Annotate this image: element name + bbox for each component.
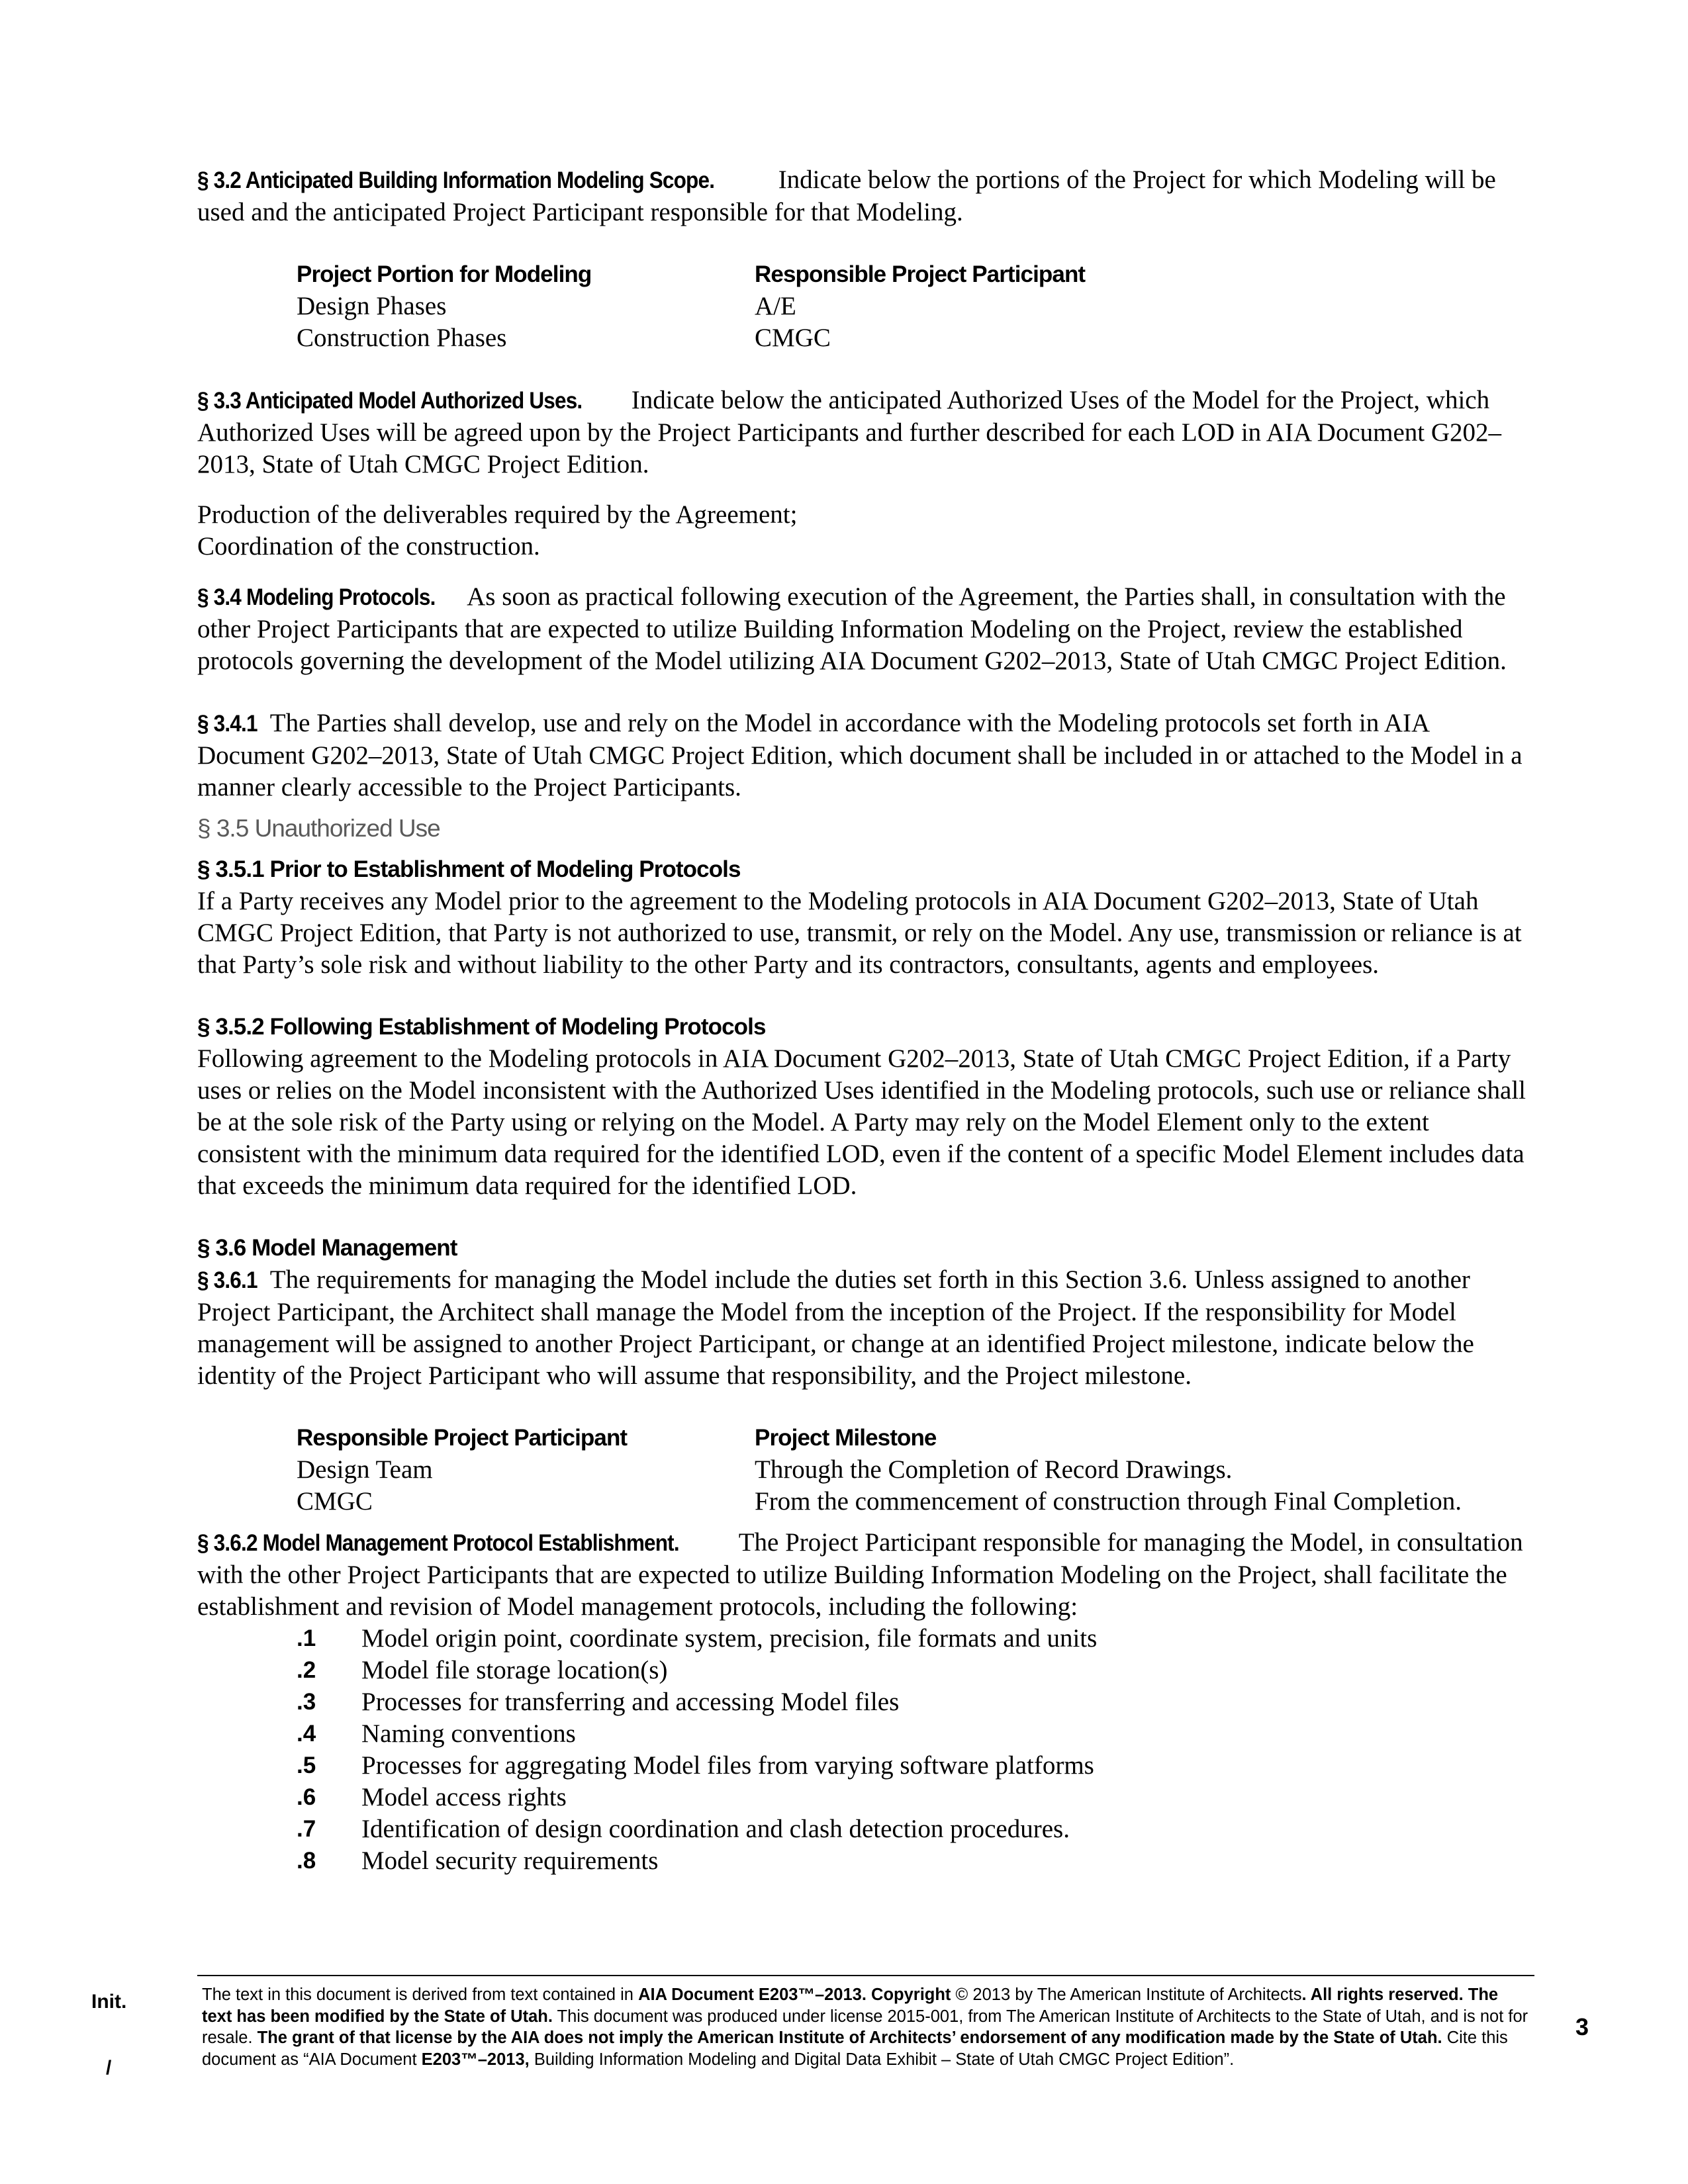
footer-notice (202, 1984, 1532, 2070)
table-cell: Through the Completion of Record Drawings. (755, 1455, 1233, 1484)
initials-slash: / (106, 2057, 112, 2079)
section-3-5-2-text: Following agreement to the Modeling protocols in AIA Document G202–2013, State of Utah CMGC Project Edition, if a Party uses or relies on the Model inconsistent with the Authorized Uses identified in the Modeling protocols, such use or reliance shall be at the sole risk of the Party using or relying on the Model. A Party may rely on the Model Element only to the extent consistent with the minimum data required for the identified LOD, even if the content of a specific Model Element includes data that exceeds the minimum data required for the identified LOD. (197, 1044, 1526, 1200)
authorized-use-item: Production of the deliverables required by the Agreement; (197, 500, 798, 529)
list-item (297, 1686, 1528, 1718)
table-header-cell: Project Portion for Modeling (297, 261, 592, 287)
footer-divider (197, 1975, 1534, 1976)
section-3-3-text: Indicate below the anticipated Authorized Uses of the Model for the Project, which Authorized Uses will be agreed upon by the Project Participants and further described for each LOD in AIA Document G202–2013, State of Utah CMGC Project Edition. (197, 386, 1502, 478)
list-item-text: Model origin point, coordinate system, precision, file formats and units (361, 1624, 1098, 1653)
list-item-number: .2 (297, 1657, 316, 1683)
section-3-3 (197, 385, 1528, 480)
section-3-4-1 (197, 707, 1528, 803)
table-cell: CMGC (297, 1487, 373, 1516)
section-3-5-1-heading: § 3.5.1 Prior to Establishment of Modeling Protocols (197, 856, 741, 882)
table-row (297, 291, 1528, 322)
list-item (297, 1750, 1528, 1782)
table-header-row (297, 259, 1528, 291)
table-cell: A/E (755, 292, 796, 320)
footer-bold-text: E203™–2013, (421, 2050, 530, 2069)
list-item (297, 1845, 1528, 1877)
section-3-4-1-text: The Parties shall develop, use and rely on the Model in accordance with the Modeling protocols set forth in AIA Document G202–2013, State of Utah CMGC Project Edition, which document shall be included in or attached to the Model in a manner clearly accessible to the Project Participants. (197, 709, 1523, 801)
section-3-4-text: As soon as practical following execution of the Agreement, the Parties shall, in consultation with the other Project Participants that are expected to utilize Building Information Modeling on the Project, review the established protocols governing the development of the Model utilizing AIA Document G202–2013, State of Utah CMGC Project Edition. (197, 582, 1507, 675)
list-item-text: Model access rights (361, 1783, 567, 1811)
list-item-number: .1 (297, 1625, 316, 1651)
footer-text: The text in this document is derived from text contained in (202, 1985, 639, 2004)
protocol-list (297, 1623, 1528, 1877)
table-row (297, 322, 1528, 354)
initials-label: Init. (91, 1991, 127, 2013)
page-number: 3 (1575, 2013, 1589, 2040)
section-3-6-2 (197, 1527, 1528, 1623)
footer-bold-text: . All rights reserved. The text has been modified by the State of Utah. (202, 1985, 1499, 2026)
table-cell: Design Phases (297, 292, 447, 320)
section-3-4 (197, 581, 1528, 677)
section-3-6-1-text: The requirements for managing the Model include the duties set forth in this Section 3.6. Unless assigned to another Project Participant, the Architect shall manage the Model from the inception of the Project. If the responsibility for Model management will be assigned to another Project Participant, or change at an identified Project milestone, indicate below the identity of the Project Participant who will assume that responsibility, and the Project milestone. (197, 1265, 1474, 1390)
list-item (297, 1718, 1528, 1750)
list-item (297, 1813, 1528, 1845)
section-3-5-heading: § 3.5 Unauthorized Use (197, 815, 440, 842)
section-3-3-heading: § 3.3 Anticipated Model Authorized Uses. (197, 388, 583, 414)
table-header-cell: Responsible Project Participant (755, 261, 1086, 287)
section-3-6-heading: § 3.6 Model Management (197, 1235, 457, 1261)
list-item-number: .7 (297, 1816, 316, 1842)
list-item-text: Naming conventions (361, 1719, 576, 1748)
table-cell: Construction Phases (297, 324, 507, 352)
list-item-number: .4 (297, 1721, 316, 1747)
footer-text: This document was produced under license 2015-001, from The American Institute of Architects to the State of Utah, and is not for resale. (202, 2007, 1528, 2047)
list-item (297, 1623, 1528, 1655)
list-item-text: Processes for aggregating Model files from varying software platforms (361, 1751, 1094, 1780)
section-3-2-text: Indicate below the portions of the Project for which Modeling will be used and the anticipated Project Participant responsible for that Modeling. (197, 165, 1496, 226)
table-header-row (297, 1422, 1528, 1454)
list-item-text: Processes for transferring and accessing Model files (361, 1688, 900, 1716)
table-cell: Design Team (297, 1455, 433, 1484)
list-item-number: .6 (297, 1784, 316, 1810)
table-cell: CMGC (755, 324, 831, 352)
footer-text: Cite this document as “AIA Document (202, 2028, 1508, 2069)
table-cell: From the commencement of construction through Final Completion. (755, 1487, 1462, 1516)
table-header-cell: Responsible Project Participant (297, 1425, 628, 1451)
list-item-number: .5 (297, 1752, 316, 1778)
footer-text: © 2013 by The American Institute of Architects (951, 1985, 1302, 2004)
list-item-number: .3 (297, 1689, 316, 1715)
table-row (297, 1454, 1528, 1486)
footer-bold-text: The grant of that license by the AIA does not imply the American Institute of Architects’ endorsement of any modification made by the State of Utah. (257, 2028, 1442, 2047)
table-header-cell: Project Milestone (755, 1425, 937, 1451)
list-item-number: .8 (297, 1848, 316, 1874)
list-item-text: Model file storage location(s) (361, 1656, 668, 1684)
table-row (297, 1486, 1528, 1518)
model-management-table (297, 1422, 1528, 1518)
section-3-5-2-heading: § 3.5.2 Following Establishment of Modeling Protocols (197, 1014, 766, 1040)
section-3-6-2-heading: § 3.6.2 Model Management Protocol Establishment. (197, 1530, 679, 1556)
section-3-5-1-text: If a Party receives any Model prior to the agreement to the Modeling protocols in AIA Document G202–2013, State of Utah CMGC Project Edition, that Party is not authorized to use, transmit, or rely on the Model. Any use, transmission or reliance is at that Party’s sole risk and without liability to the other Party and its contractors, consultants, agents and employees. (197, 887, 1522, 979)
list-item (297, 1655, 1528, 1686)
section-3-2 (197, 164, 1528, 228)
list-item-text: Identification of design coordination and clash detection procedures. (361, 1815, 1070, 1843)
section-3-4-heading: § 3.4 Modeling Protocols. (197, 584, 436, 610)
section-3-6-2-text: The Project Participant responsible for managing the Model, in consultation with the other Project Participants that are expected to utilize Building Information Modeling on the Project, shall facilitate the establishment and revision of Model management protocols, including the following: (197, 1528, 1523, 1621)
authorized-use-item: Coordination of the construction. (197, 532, 540, 561)
list-item (297, 1782, 1528, 1813)
page-content (197, 164, 1528, 1877)
list-item-text: Model security requirements (361, 1846, 659, 1875)
section-3-2-heading: § 3.2 Anticipated Building Information Modeling Scope. (197, 167, 715, 193)
footer-bold-text: AIA Document E203™–2013. Copyright (638, 1985, 951, 2004)
section-3-6-1-heading: § 3.6.1 (197, 1267, 258, 1293)
section-3-6-1 (197, 1264, 1528, 1392)
section-3-4-1-heading: § 3.4.1 (197, 711, 258, 737)
footer-text: Building Information Modeling and Digital Data Exhibit – State of Utah CMGC Project Edition”. (529, 2050, 1235, 2069)
modeling-scope-table (297, 259, 1528, 354)
